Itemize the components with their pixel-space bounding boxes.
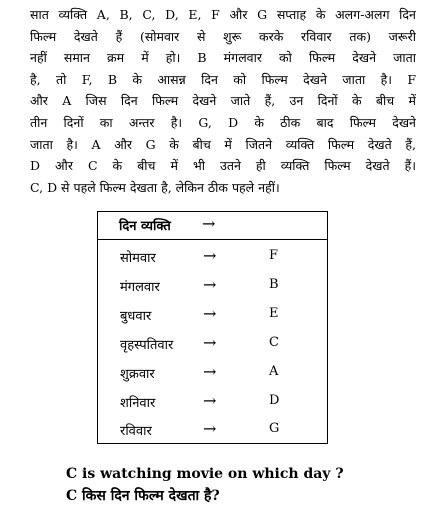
table-header-label: दिन व्यक्ति xyxy=(119,219,171,234)
table-row xyxy=(98,358,327,387)
person-cell: G xyxy=(269,421,280,436)
header-arrow-icon: → xyxy=(202,214,216,233)
day-cell: सोमवार xyxy=(120,251,156,266)
paragraph-line: जाता है। A और G के बीच में जितने व्यक्ति फिल्म देखते हैं, xyxy=(30,136,416,152)
paragraph-line: सात व्यक्ति A, B, C, D, E, F और G सप्ताह के अलग-अलग दिन xyxy=(30,7,416,22)
person-cell: C xyxy=(269,335,279,350)
right-arrow-icon: → xyxy=(203,391,217,410)
person-cell: B xyxy=(269,277,279,292)
paragraph-line: नहीं समान क्रम में हो। B मंगलवार को फिल्म देखने जाता xyxy=(30,50,416,66)
table-row xyxy=(98,387,327,416)
paragraph-line: है, तो F, B के आसन्न दिन को फिल्म देखने जाता है। F xyxy=(30,71,416,87)
table-row xyxy=(98,329,327,358)
person-cell: D xyxy=(269,393,280,408)
question-english: C is watching movie on which day ? xyxy=(66,466,344,482)
paragraph-line: तीन दिनों का अन्तर है। G, D के ठीक बाद फिल्म देखने xyxy=(30,114,416,130)
table-row xyxy=(98,242,327,271)
day-cell: मंगलवार xyxy=(120,280,160,295)
right-arrow-icon: → xyxy=(203,333,217,352)
right-arrow-icon: → xyxy=(203,246,217,265)
right-arrow-icon: → xyxy=(203,275,217,294)
table-header xyxy=(98,212,327,240)
schedule-table xyxy=(97,211,328,444)
paragraph-line: और A जिस दिन फिल्म देखने जाते हैं, उन दिनों के बीच में xyxy=(30,93,416,109)
right-arrow-icon: → xyxy=(203,304,217,323)
right-arrow-icon: → xyxy=(203,362,217,381)
day-cell: शनिवार xyxy=(120,396,156,411)
puzzle-paragraph xyxy=(30,4,416,198)
day-cell: बुधवार xyxy=(120,309,152,324)
person-cell: E xyxy=(269,306,279,321)
person-cell: A xyxy=(269,364,279,379)
day-cell: वृहस्पतिवार xyxy=(120,338,174,353)
question-hindi: C किस दिन फिल्म देखता है? xyxy=(66,488,220,504)
day-cell: रविवार xyxy=(120,424,152,439)
right-arrow-icon: → xyxy=(203,419,217,438)
table-row xyxy=(98,415,327,444)
person-cell: F xyxy=(269,248,279,263)
paragraph-line: D और C के बीच में भी उतने ही व्यक्ति फिल्म देखते हैं। xyxy=(30,158,416,174)
paragraph-line: C, D से पहले फिल्म देखता है, लेकिन ठीक पहले नहीं। xyxy=(30,179,280,195)
day-cell: शुक्रवार xyxy=(120,367,155,382)
table-row xyxy=(98,300,327,329)
table-row xyxy=(98,271,327,300)
paragraph-line: फिल्म देखते हैं (सोमवार से शुरू करके रविवार तक) जरूरी xyxy=(30,28,416,44)
